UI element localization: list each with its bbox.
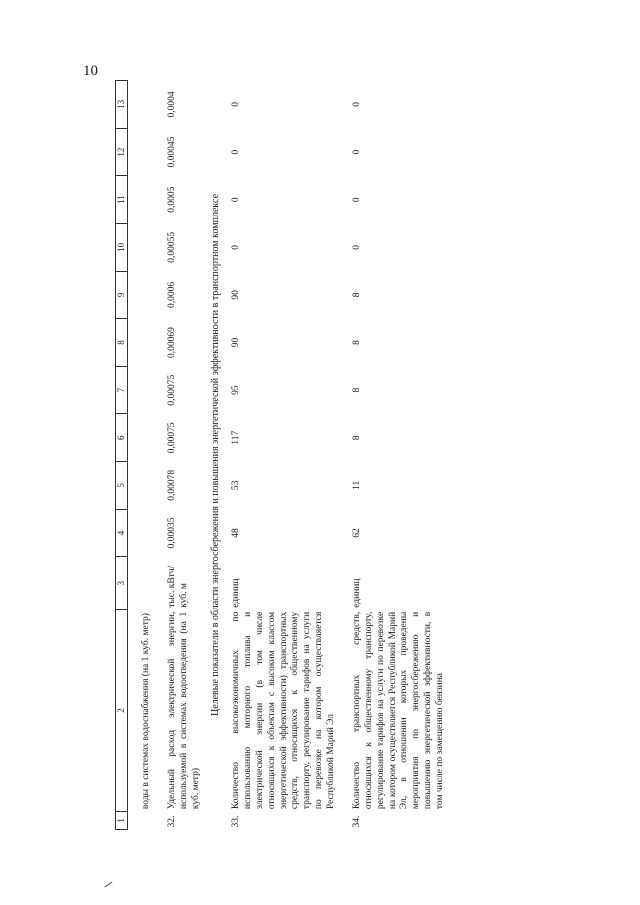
row-number: 34. — [351, 815, 362, 828]
row-value: 0,00078 — [166, 469, 177, 501]
page-number: 10 — [83, 63, 98, 79]
row-value: 11 — [351, 480, 362, 490]
row-value: 0 — [231, 149, 241, 155]
stray-pen-mark — [105, 882, 113, 888]
row-value: 95 — [231, 385, 241, 395]
col-header: 12 — [116, 128, 128, 176]
row-value: 8 — [351, 292, 362, 298]
row-value: 0,00069 — [166, 327, 177, 358]
row-value: 0 — [231, 197, 241, 203]
row-value: 0,00055 — [166, 231, 177, 263]
row-value: 0,0004 — [166, 91, 177, 118]
row-value: 8 — [351, 340, 362, 345]
col-header: 11 — [116, 176, 128, 224]
indicators-table — [115, 80, 448, 830]
section-title-row — [204, 81, 231, 830]
table-row-34 — [351, 81, 448, 830]
col-header: 9 — [116, 271, 128, 319]
row-value: 0,0006 — [166, 281, 177, 308]
rotated-table-container — [115, 80, 585, 830]
col-header: 8 — [116, 319, 128, 367]
row-value: 48 — [231, 528, 241, 538]
row-value: 62 — [351, 528, 362, 538]
section-title: Целевые показатели в области энергосбережения и повышения энергетической эффективности в транспортном комплексе — [209, 193, 221, 717]
row-value: 8 — [351, 387, 362, 393]
row-name: Количество высокоэкономичных по использованию моторного топлива и электрической энергии (в том числе относящихся к объектам с высоким классом энергетической эффективности) транспортных средств, относящихся к общественному транспорту, регулирование тарифов на услуги по перевозке на котором осуществляется Республикой Марий Эл — [231, 611, 336, 810]
row-unit: тыс. кВтч/ куб. м — [166, 565, 189, 608]
row-value: 0,00035 — [166, 517, 177, 549]
row-value: 0 — [351, 149, 362, 155]
table-row-33 — [230, 81, 339, 830]
row-value: 0,00075 — [166, 374, 177, 406]
table-row-32 — [166, 81, 204, 830]
col-header: 3 — [116, 557, 128, 610]
row-value: 8 — [351, 435, 362, 441]
row-value: 0 — [231, 102, 241, 107]
row-value: 0 — [351, 102, 362, 107]
row-value: 0 — [351, 197, 362, 203]
col-header: 6 — [116, 414, 128, 462]
row-value: 53 — [231, 480, 241, 491]
row-value: 0 — [351, 244, 362, 250]
column-header-row — [116, 81, 128, 830]
row-number: 33. — [231, 815, 241, 828]
row-value: 90 — [231, 337, 241, 348]
row-value: 0,0005 — [166, 186, 177, 213]
row-value: 117 — [231, 430, 241, 445]
table-row-continuation — [140, 81, 154, 830]
row-name: Количество транспортных средств, относящихся к общественному транспорту, регулирование тарифов на услуги по перевозке на котором осуществляется Республикой Марий Эл, в отношении которых проведены мероприятия по энергосбережению и повышению энергетической эффективности, в том числе по замещению бензина — [351, 611, 445, 810]
col-header: 10 — [116, 224, 128, 272]
col-header: 4 — [116, 509, 128, 557]
row-name: воды в системах водоснабжения (на 1 куб. метр) — [141, 613, 151, 810]
row-value: 0 — [231, 244, 241, 250]
row-value: 0,00045 — [166, 136, 177, 168]
row-unit: единиц — [351, 578, 362, 608]
row-value: 0,00075 — [166, 422, 177, 454]
row-number: 32. — [166, 815, 177, 828]
col-header: 7 — [116, 366, 128, 414]
col-header: 1 — [116, 811, 128, 829]
col-header: 13 — [116, 81, 128, 129]
row-unit: единиц — [231, 578, 241, 608]
row-name: Удельный расход электрической энергии, используемой в системах водоотведения (на 1 куб. метр) — [166, 611, 201, 810]
col-header: 2 — [116, 610, 128, 811]
row-value: 90 — [231, 290, 241, 300]
col-header: 5 — [116, 462, 128, 510]
